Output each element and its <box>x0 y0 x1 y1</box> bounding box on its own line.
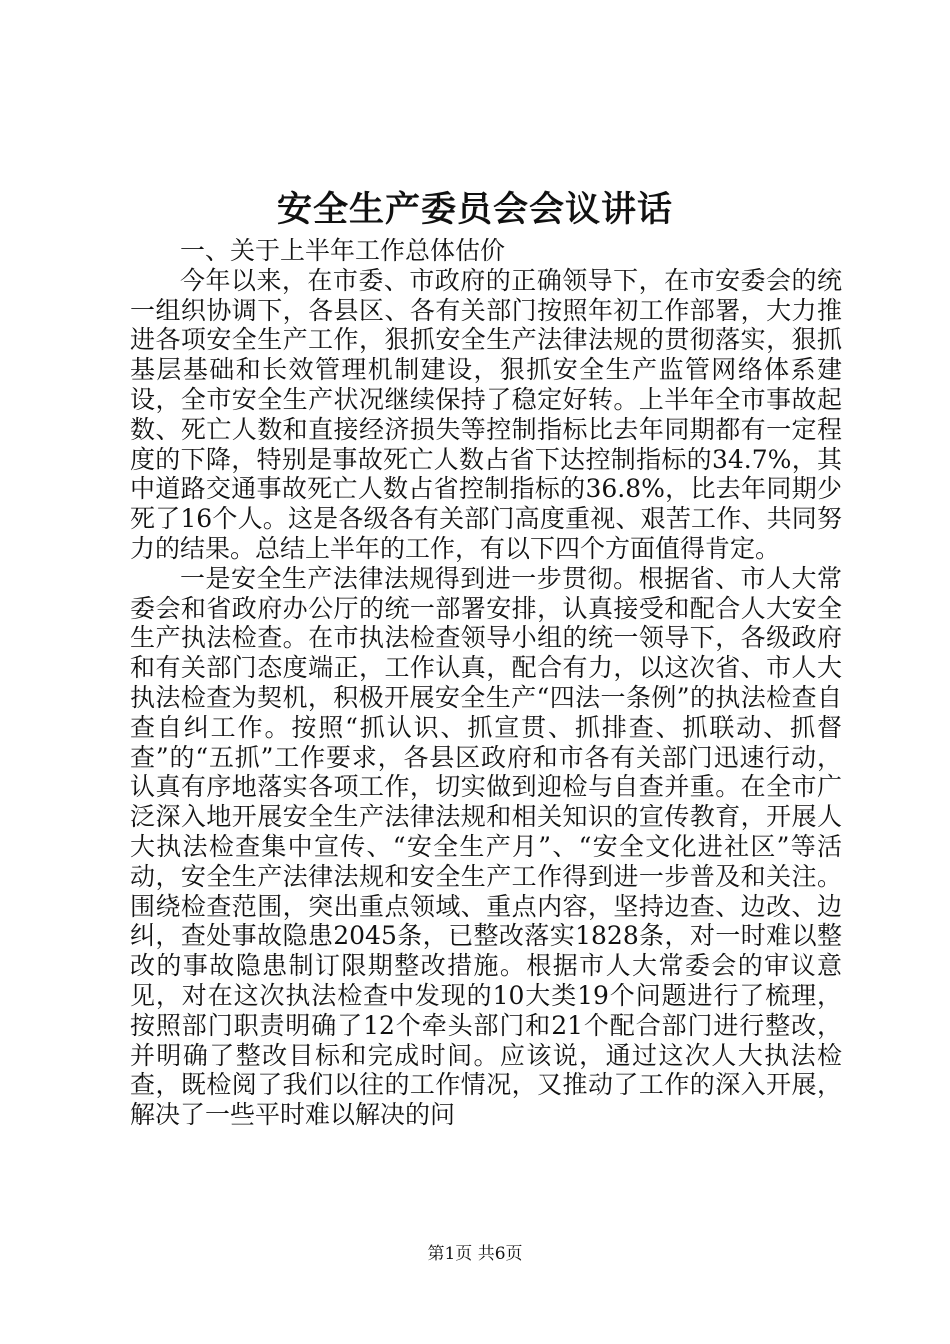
section-heading: 一、关于上半年工作总体估价 <box>180 236 506 265</box>
paragraph-laws: 一是安全生产法律法规得到进一步贯彻。根据省、市人大常委会和省政府办公厅的统一部署安排，认真接受和配合人大安全生产执法检查。在市执法检查领导小组的统一领导下，各级政府和有关部门态度端正，工作认真，配合有力，以这次省、市人大执法检查为契机，积极开展安全生产“四法一条例”的执法检查自查自纠工作。按照“抓认识、抓宣贯、抓排查、抓联动、抓督查”的“五抓”工作要求，各县区政府和市各有关部门迅速行动，认真有序地落实各项工作，切实做到迎检与自查并重。在全市广泛深入地开展安全生产法律法规和相关知识的宣传教育，开展人大执法检查集中宣传、“安全生产月”、“安全文化进社区”等活动，安全生产法律法规和安全生产工作得到进一步普及和关注。围绕检查范围，突出重点领域、重点内容，坚持边查、边改、边纠，查处事故隐患2045条，已整改落实1828条，对一时难以整改的事故隐患制订限期整改措施。根据市人大常委会的审议意见，对在这次执法检查中发现的10大类19个问题进行了梳理，按照部门职责明确了12个牵头部门和21个配合部门进行整改，并明确了整改目标和完成时间。应该说，通过这次人大执法检查，既检阅了我们以往的工作情况，又推动了工作的深入开展，解决了一些平时难以解决的问 <box>130 563 842 1130</box>
page-number-footer: 第1页 共6页 <box>427 1244 523 1264</box>
document-title: 安全生产委员会会议讲话 <box>276 189 673 230</box>
document-body <box>130 236 842 1130</box>
paragraph-overview: 今年以来，在市委、市政府的正确领导下，在市安委会的统一组织协调下，各县区、各有关部门按照年初工作部署，大力推进各项安全生产工作，狠抓安全生产法律法规的贯彻落实，狠抓基层基础和长效管理机制建设，狠抓安全生产监管网络体系建设，全市安全生产状况继续保持了稳定好转。上半年全市事故起数、死亡人数和直接经济损失等控制指标比去年同期都有一定程度的下降，特别是事故死亡人数占省下达控制指标的34.7%，其中道路交通事故死亡人数占省控制指标的36.8%，比去年同期少死了16个人。这是各级各有关部门高度重视、艰苦工作、共同努力的结果。总结上半年的工作，有以下四个方面值得肯定。 <box>130 265 842 563</box>
